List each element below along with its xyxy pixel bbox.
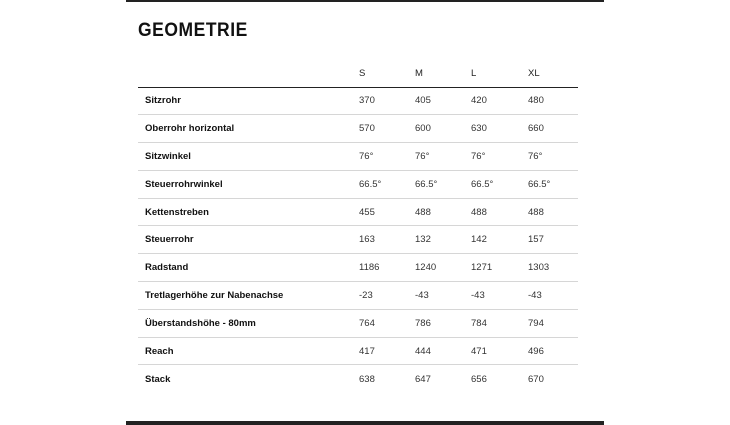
header-cell-s: S [359,60,415,87]
row-label: Kettenstreben [138,198,359,226]
header-cell-l: L [471,60,528,87]
row-label: Sitzrohr [138,87,359,115]
row-value: 1240 [415,254,471,282]
row-value: 66.5° [415,170,471,198]
page-title: GEOMETRIE [138,20,248,41]
row-value: 76° [359,143,415,171]
header-cell-m: M [415,60,471,87]
row-value: 496 [528,337,578,365]
row-label: Sitzwinkel [138,143,359,171]
row-value: 660 [528,115,578,143]
row-label: Radstand [138,254,359,282]
row-value: 600 [415,115,471,143]
row-value: 66.5° [471,170,528,198]
row-label: Reach [138,337,359,365]
row-value: 132 [415,226,471,254]
row-label: Steuerrohrwinkel [138,170,359,198]
row-label: Tretlagerhöhe zur Nabenachse [138,282,359,310]
row-value: 142 [471,226,528,254]
table-row [138,226,578,254]
row-value: 488 [415,198,471,226]
row-value: 76° [528,143,578,171]
top-divider [126,0,604,2]
row-value: 570 [359,115,415,143]
row-value: 471 [471,337,528,365]
row-value: 480 [528,87,578,115]
row-label: Steuerrohr [138,226,359,254]
row-value: 370 [359,87,415,115]
row-value: 784 [471,309,528,337]
table-row [138,309,578,337]
table-row [138,365,578,393]
row-value: 1303 [528,254,578,282]
row-value: 163 [359,226,415,254]
row-value: 794 [528,309,578,337]
row-value: 66.5° [528,170,578,198]
table-row [138,282,578,310]
bottom-divider [126,421,604,425]
table-row [138,254,578,282]
row-value: -43 [471,282,528,310]
row-label: Überstandshöhe - 80mm [138,309,359,337]
row-value: 488 [528,198,578,226]
row-value: 66.5° [359,170,415,198]
row-value: 764 [359,309,415,337]
row-value: 444 [415,337,471,365]
row-value: 420 [471,87,528,115]
row-value: 670 [528,373,544,385]
row-value: 157 [528,226,578,254]
row-value: 488 [471,198,528,226]
row-value: 1186 [359,254,415,282]
table-row [138,87,578,115]
row-value: 647 [415,373,431,385]
table-body [138,87,578,393]
table-row [138,143,578,171]
row-value: 417 [359,337,415,365]
geometry-table [138,60,578,393]
table-row [138,337,578,365]
table-row [138,170,578,198]
header-cell-label [138,60,359,87]
row-value: 76° [471,143,528,171]
table-header-row [138,60,578,87]
row-value: 630 [471,115,528,143]
row-value: -43 [528,282,578,310]
row-value: -23 [359,282,415,310]
row-value: 1271 [471,254,528,282]
row-value: 786 [415,309,471,337]
row-value: 455 [359,198,415,226]
row-value: -43 [415,282,471,310]
table-row [138,115,578,143]
row-value: 76° [415,143,471,171]
row-value: 656 [471,373,487,385]
table-row [138,198,578,226]
header-cell-xl: XL [528,60,578,87]
row-label: Stack [145,373,171,385]
row-value: 638 [359,373,375,385]
row-value: 405 [415,87,471,115]
row-label: Oberrohr horizontal [138,115,359,143]
